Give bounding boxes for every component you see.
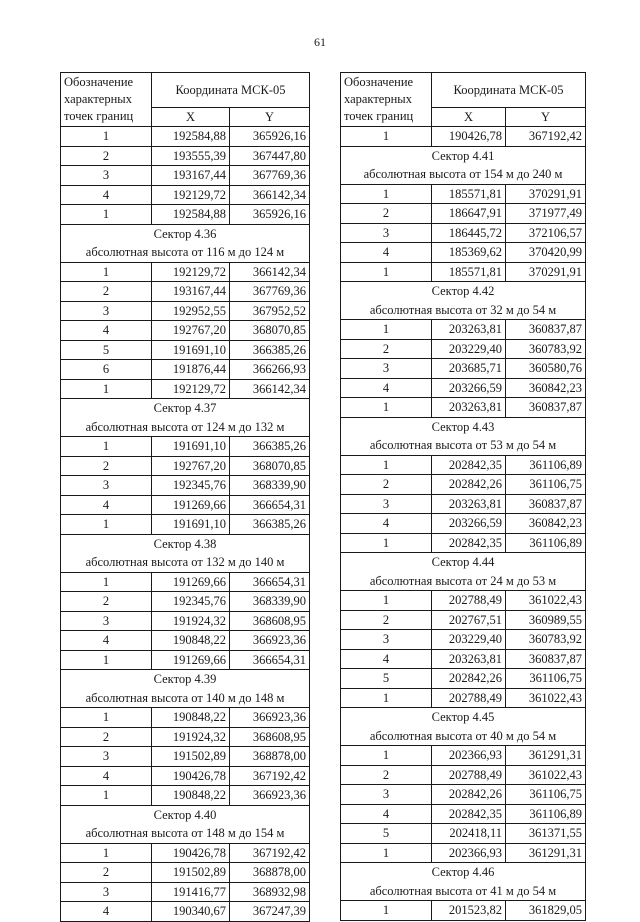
sector-title-row (61, 399, 310, 418)
altitude-row (341, 572, 586, 591)
table-row (61, 360, 310, 380)
x-coordinate-cell: 203263,81 (432, 649, 506, 669)
point-number-cell: 1 (341, 127, 432, 147)
point-number-cell: 4 (341, 649, 432, 669)
x-coordinate-cell: 192952,55 (152, 301, 230, 321)
x-coordinate-cell: 185571,81 (432, 262, 506, 282)
y-coordinate-cell: 365926,16 (230, 205, 310, 225)
point-number-cell: 4 (341, 243, 432, 263)
x-coordinate-cell: 203229,40 (432, 339, 506, 359)
x-coordinate-cell: 202418,11 (432, 824, 506, 844)
y-coordinate-cell: 367769,36 (230, 166, 310, 186)
x-coordinate-cell: 190426,78 (152, 843, 230, 863)
x-coordinate-cell: 192129,72 (152, 262, 230, 282)
sector-title: Сектор 4.41 (341, 146, 586, 165)
y-coordinate-cell: 367447,80 (230, 146, 310, 166)
x-coordinate-cell: 202842,35 (432, 455, 506, 475)
table-row (341, 223, 586, 243)
y-coordinate-cell: 368932,98 (230, 882, 310, 902)
x-coordinate-cell: 191924,32 (152, 611, 230, 631)
point-number-cell: 1 (341, 746, 432, 766)
x-coordinate-cell: 190848,22 (152, 786, 230, 806)
x-coordinate-cell: 190848,22 (152, 708, 230, 728)
x-coordinate-cell: 191691,10 (152, 515, 230, 535)
point-number-cell: 3 (61, 611, 152, 631)
table-row (61, 340, 310, 360)
table-row (341, 669, 586, 689)
point-number-cell: 2 (341, 475, 432, 495)
x-coordinate-cell: 192584,88 (152, 205, 230, 225)
x-coordinate-cell: 191876,44 (152, 360, 230, 380)
table-row (61, 495, 310, 515)
y-coordinate-cell: 360837,87 (506, 649, 586, 669)
y-coordinate-cell: 368608,95 (230, 611, 310, 631)
table-row (61, 205, 310, 225)
table-row (341, 262, 586, 282)
sector-title: Сектор 4.38 (61, 534, 310, 553)
coordinate-header: Координата МСК-05 (152, 73, 310, 108)
table-row (61, 476, 310, 496)
point-number-cell: 1 (61, 262, 152, 282)
coordinates-table-left (60, 72, 310, 922)
table-row (61, 321, 310, 341)
table-row (341, 649, 586, 669)
altitude-row (341, 882, 586, 901)
table-row (61, 592, 310, 612)
y-coordinate-cell: 370291,91 (506, 184, 586, 204)
x-coordinate-cell: 203266,59 (432, 514, 506, 534)
x-coordinate-cell: 185369,62 (432, 243, 506, 263)
point-number-cell: 3 (61, 166, 152, 186)
x-coordinate-cell: 202842,35 (432, 533, 506, 553)
point-number-cell: 3 (341, 223, 432, 243)
y-coordinate-cell: 368339,90 (230, 476, 310, 496)
point-number-cell: 2 (61, 456, 152, 476)
table-row (61, 843, 310, 863)
sector-title-row (341, 282, 586, 301)
x-coordinate-cell: 190426,78 (152, 766, 230, 786)
point-number-cell: 4 (61, 902, 152, 922)
x-coordinate-cell: 202788,49 (432, 591, 506, 611)
point-number-cell: 3 (341, 359, 432, 379)
y-coordinate-cell: 366385,26 (230, 340, 310, 360)
table-row (61, 863, 310, 883)
point-number-cell: 1 (61, 205, 152, 225)
y-coordinate-cell: 361106,89 (506, 533, 586, 553)
x-coordinate-cell: 186445,72 (432, 223, 506, 243)
sector-title-row (341, 553, 586, 572)
point-number-cell: 6 (61, 360, 152, 380)
sector-title: Сектор 4.39 (61, 670, 310, 689)
point-number-cell: 3 (341, 630, 432, 650)
x-coordinate-cell: 193167,44 (152, 166, 230, 186)
sector-title: Сектор 4.45 (341, 708, 586, 727)
x-coordinate-cell: 202842,26 (432, 669, 506, 689)
coordinate-header: Координата МСК-05 (432, 73, 586, 108)
page-number: 61 (314, 35, 326, 49)
point-number-cell: 4 (61, 766, 152, 786)
y-coordinate-cell: 367769,36 (230, 282, 310, 302)
x-coordinate-cell: 186647,91 (432, 204, 506, 224)
x-coordinate-cell: 192767,20 (152, 321, 230, 341)
sector-title-row (341, 708, 586, 727)
point-number-cell: 4 (61, 631, 152, 651)
point-number-cell: 2 (61, 146, 152, 166)
table-row (341, 339, 586, 359)
y-coordinate-cell: 367192,42 (230, 843, 310, 863)
table-row (61, 882, 310, 902)
table-row (341, 320, 586, 340)
x-coordinate-cell: 191691,10 (152, 340, 230, 360)
table-row (341, 610, 586, 630)
sector-title-row (61, 224, 310, 243)
x-coordinate-cell: 202842,26 (432, 475, 506, 495)
sector-title: Сектор 4.36 (61, 224, 310, 243)
point-number-cell: 3 (61, 747, 152, 767)
table-row (61, 766, 310, 786)
table-header-row (341, 73, 586, 108)
x-column-header: X (152, 107, 230, 127)
table-row (61, 185, 310, 205)
point-number-cell: 4 (341, 804, 432, 824)
altitude-row (61, 418, 310, 437)
table-row (61, 515, 310, 535)
table-row (341, 688, 586, 708)
point-number-cell: 3 (341, 494, 432, 514)
altitude-range: абсолютная высота от 24 м до 53 м (341, 572, 586, 591)
table-row (341, 184, 586, 204)
point-number-cell: 1 (341, 843, 432, 863)
y-coordinate-cell: 365926,16 (230, 127, 310, 147)
point-number-cell: 3 (61, 301, 152, 321)
sector-title: Сектор 4.37 (61, 399, 310, 418)
y-coordinate-cell: 367192,42 (506, 127, 586, 147)
point-number-cell: 2 (341, 339, 432, 359)
x-coordinate-cell: 201523,82 (432, 901, 506, 921)
x-coordinate-cell: 185571,81 (432, 184, 506, 204)
point-number-cell: 2 (341, 204, 432, 224)
point-number-cell: 1 (341, 262, 432, 282)
y-coordinate-cell: 368878,00 (230, 863, 310, 883)
y-coordinate-cell: 372106,57 (506, 223, 586, 243)
altitude-range: абсолютная высота от 53 м до 54 м (341, 436, 586, 455)
point-number-cell: 1 (341, 688, 432, 708)
sector-title-row (61, 534, 310, 553)
point-number-cell: 2 (61, 282, 152, 302)
point-number-cell: 1 (341, 591, 432, 611)
table-row (341, 824, 586, 844)
table-row (341, 785, 586, 805)
point-number-cell: 5 (61, 340, 152, 360)
y-coordinate-cell: 368878,00 (230, 747, 310, 767)
y-coordinate-cell: 368608,95 (230, 727, 310, 747)
table-row (61, 166, 310, 186)
table-row (61, 282, 310, 302)
sector-title: Сектор 4.42 (341, 282, 586, 301)
altitude-range: абсолютная высота от 148 м до 154 м (61, 824, 310, 843)
y-coordinate-cell: 360837,87 (506, 398, 586, 418)
y-coordinate-cell: 366266,93 (230, 360, 310, 380)
table-row (61, 786, 310, 806)
x-coordinate-cell: 191502,89 (152, 747, 230, 767)
point-number-cell: 1 (341, 533, 432, 553)
altitude-range: абсолютная высота от 154 м до 240 м (341, 165, 586, 184)
y-coordinate-cell: 368339,90 (230, 592, 310, 612)
point-number-cell: 3 (341, 785, 432, 805)
y-coordinate-cell: 366654,31 (230, 650, 310, 670)
point-number-cell: 3 (61, 882, 152, 902)
y-coordinate-cell: 366654,31 (230, 495, 310, 515)
y-coordinate-cell: 360989,55 (506, 610, 586, 630)
y-coordinate-cell: 361106,75 (506, 785, 586, 805)
table-row (341, 378, 586, 398)
point-number-cell: 5 (341, 824, 432, 844)
point-number-cell: 4 (61, 185, 152, 205)
point-number-cell: 1 (341, 455, 432, 475)
point-number-cell: 2 (341, 610, 432, 630)
altitude-row (341, 165, 586, 184)
sector-title-row (341, 863, 586, 882)
y-coordinate-cell: 360842,23 (506, 378, 586, 398)
table-row (341, 533, 586, 553)
y-coordinate-cell: 361106,89 (506, 455, 586, 475)
x-coordinate-cell: 202842,26 (432, 785, 506, 805)
point-number-cell: 1 (341, 398, 432, 418)
x-coordinate-cell: 193555,39 (152, 146, 230, 166)
altitude-row (341, 727, 586, 746)
table-row (61, 301, 310, 321)
y-coordinate-cell: 366142,34 (230, 185, 310, 205)
y-coordinate-cell: 366385,26 (230, 437, 310, 457)
table-row (341, 843, 586, 863)
table-row (61, 727, 310, 747)
x-coordinate-cell: 203263,81 (432, 398, 506, 418)
table-row (61, 572, 310, 592)
point-number-cell: 1 (61, 650, 152, 670)
x-coordinate-cell: 190340,67 (152, 902, 230, 922)
x-coordinate-cell: 191502,89 (152, 863, 230, 883)
table-row (61, 262, 310, 282)
point-number-cell: 2 (341, 765, 432, 785)
x-coordinate-cell: 191691,10 (152, 437, 230, 457)
x-coordinate-cell: 192129,72 (152, 185, 230, 205)
coordinates-table-right (340, 72, 586, 921)
point-number-cell: 2 (61, 727, 152, 747)
x-column-header: X (432, 107, 506, 127)
table-row (341, 901, 586, 921)
x-coordinate-cell: 193167,44 (152, 282, 230, 302)
table-row (61, 708, 310, 728)
y-coordinate-cell: 366923,36 (230, 786, 310, 806)
altitude-row (61, 243, 310, 262)
x-coordinate-cell: 203685,71 (432, 359, 506, 379)
point-number-cell: 5 (341, 669, 432, 689)
y-coordinate-cell: 360783,92 (506, 339, 586, 359)
altitude-range: абсолютная высота от 132 м до 140 м (61, 553, 310, 572)
x-coordinate-cell: 191269,66 (152, 572, 230, 592)
table-header-row (61, 73, 310, 108)
point-number-cell: 4 (61, 321, 152, 341)
point-number-cell: 1 (341, 901, 432, 921)
point-number-cell: 2 (61, 863, 152, 883)
y-coordinate-cell: 361022,43 (506, 765, 586, 785)
table-row (61, 650, 310, 670)
y-coordinate-cell: 360837,87 (506, 320, 586, 340)
y-coordinate-cell: 368070,85 (230, 456, 310, 476)
y-coordinate-cell: 367952,52 (230, 301, 310, 321)
x-coordinate-cell: 190848,22 (152, 631, 230, 651)
point-number-cell: 4 (341, 514, 432, 534)
x-coordinate-cell: 202788,49 (432, 765, 506, 785)
table-row (341, 804, 586, 824)
table-row (341, 765, 586, 785)
table-row (341, 494, 586, 514)
table-row (61, 631, 310, 651)
altitude-row (61, 689, 310, 708)
altitude-range: абсолютная высота от 124 м до 132 м (61, 418, 310, 437)
x-coordinate-cell: 191416,77 (152, 882, 230, 902)
y-coordinate-cell: 360842,23 (506, 514, 586, 534)
table-row (341, 746, 586, 766)
y-coordinate-cell: 371977,49 (506, 204, 586, 224)
x-coordinate-cell: 202767,51 (432, 610, 506, 630)
point-number-cell: 1 (61, 843, 152, 863)
table-row (341, 398, 586, 418)
table-row (61, 437, 310, 457)
y-coordinate-cell: 366385,26 (230, 515, 310, 535)
x-coordinate-cell: 191269,66 (152, 650, 230, 670)
y-coordinate-cell: 361106,89 (506, 804, 586, 824)
point-number-cell: 1 (341, 320, 432, 340)
sector-title: Сектор 4.46 (341, 863, 586, 882)
y-coordinate-cell: 360837,87 (506, 494, 586, 514)
table-row (61, 747, 310, 767)
y-coordinate-cell: 361371,55 (506, 824, 586, 844)
y-coordinate-cell: 361829,05 (506, 901, 586, 921)
y-coordinate-cell: 360580,76 (506, 359, 586, 379)
x-coordinate-cell: 192767,20 (152, 456, 230, 476)
y-coordinate-cell: 361022,43 (506, 591, 586, 611)
x-coordinate-cell: 190426,78 (432, 127, 506, 147)
sector-title-row (61, 670, 310, 689)
table-row (341, 475, 586, 495)
altitude-range: абсолютная высота от 140 м до 148 м (61, 689, 310, 708)
altitude-row (61, 553, 310, 572)
y-coordinate-cell: 361106,75 (506, 669, 586, 689)
x-coordinate-cell: 203263,81 (432, 320, 506, 340)
table-row (341, 359, 586, 379)
altitude-range: абсолютная высота от 40 м до 54 м (341, 727, 586, 746)
y-coordinate-cell: 367247,39 (230, 902, 310, 922)
point-number-cell: 1 (61, 708, 152, 728)
altitude-row (61, 824, 310, 843)
sector-title: Сектор 4.43 (341, 417, 586, 436)
y-column-header: Y (506, 107, 586, 127)
y-coordinate-cell: 361291,31 (506, 746, 586, 766)
y-coordinate-cell: 361106,75 (506, 475, 586, 495)
table-row (61, 902, 310, 922)
x-coordinate-cell: 191269,66 (152, 495, 230, 515)
point-number-cell: 3 (61, 476, 152, 496)
point-number-cell: 1 (61, 515, 152, 535)
table-row (341, 630, 586, 650)
table-row (61, 379, 310, 399)
point-number-cell: 1 (61, 127, 152, 147)
x-coordinate-cell: 192584,88 (152, 127, 230, 147)
table-row (61, 146, 310, 166)
point-number-cell: 1 (61, 786, 152, 806)
y-coordinate-cell: 370291,91 (506, 262, 586, 282)
altitude-range: абсолютная высота от 32 м до 54 м (341, 301, 586, 320)
x-coordinate-cell: 202366,93 (432, 746, 506, 766)
altitude-range: абсолютная высота от 41 м до 54 м (341, 882, 586, 901)
y-coordinate-cell: 366654,31 (230, 572, 310, 592)
x-coordinate-cell: 202788,49 (432, 688, 506, 708)
x-coordinate-cell: 203263,81 (432, 494, 506, 514)
x-coordinate-cell: 191924,32 (152, 727, 230, 747)
y-column-header: Y (230, 107, 310, 127)
designation-header: Обозначение характерных точек границ (61, 73, 152, 127)
y-coordinate-cell: 361022,43 (506, 688, 586, 708)
table-row (61, 127, 310, 147)
y-coordinate-cell: 370420,99 (506, 243, 586, 263)
x-coordinate-cell: 202842,35 (432, 804, 506, 824)
sector-title-row (61, 805, 310, 824)
x-coordinate-cell: 203266,59 (432, 378, 506, 398)
designation-header: Обозначение характерных точек границ (341, 73, 432, 127)
point-number-cell: 1 (61, 437, 152, 457)
y-coordinate-cell: 368070,85 (230, 321, 310, 341)
x-coordinate-cell: 202366,93 (432, 843, 506, 863)
y-coordinate-cell: 366142,34 (230, 379, 310, 399)
x-coordinate-cell: 192345,76 (152, 476, 230, 496)
sector-title-row (341, 417, 586, 436)
altitude-row (341, 436, 586, 455)
point-number-cell: 1 (61, 379, 152, 399)
table-row (341, 514, 586, 534)
y-coordinate-cell: 361291,31 (506, 843, 586, 863)
y-coordinate-cell: 367192,42 (230, 766, 310, 786)
sector-title: Сектор 4.40 (61, 805, 310, 824)
table-row (341, 243, 586, 263)
table-row (61, 456, 310, 476)
point-number-cell: 1 (61, 572, 152, 592)
y-coordinate-cell: 366142,34 (230, 262, 310, 282)
table-row (341, 204, 586, 224)
x-coordinate-cell: 203229,40 (432, 630, 506, 650)
table-row (341, 455, 586, 475)
y-coordinate-cell: 366923,36 (230, 708, 310, 728)
y-coordinate-cell: 360783,92 (506, 630, 586, 650)
point-number-cell: 4 (341, 378, 432, 398)
point-number-cell: 2 (61, 592, 152, 612)
table-row (61, 611, 310, 631)
point-number-cell: 1 (341, 184, 432, 204)
sector-title: Сектор 4.44 (341, 553, 586, 572)
table-row (341, 127, 586, 147)
altitude-row (341, 301, 586, 320)
x-coordinate-cell: 192345,76 (152, 592, 230, 612)
sector-title-row (341, 146, 586, 165)
point-number-cell: 4 (61, 495, 152, 515)
x-coordinate-cell: 192129,72 (152, 379, 230, 399)
table-row (341, 591, 586, 611)
y-coordinate-cell: 366923,36 (230, 631, 310, 651)
altitude-range: абсолютная высота от 116 м до 124 м (61, 243, 310, 262)
